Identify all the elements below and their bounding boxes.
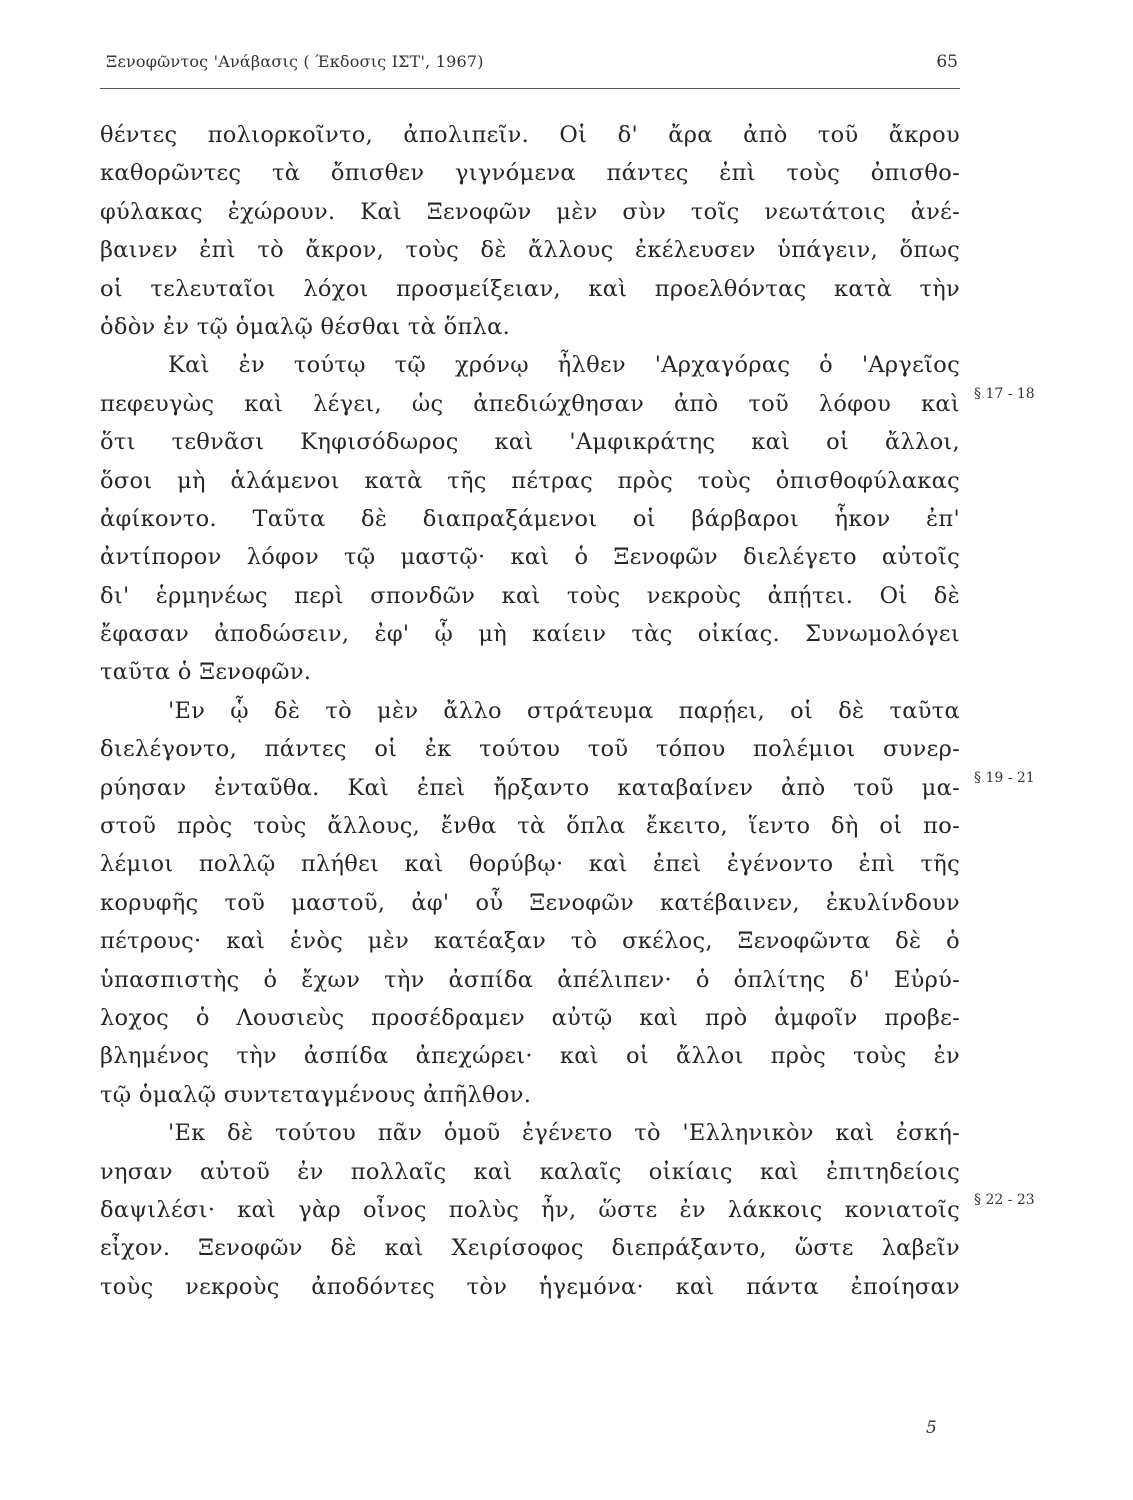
text-line: 'Εν ᾧ δὲ τὸ μὲν ἄλλο στράτευμα παρῄει, οἱ δὲ ταῦτα (168, 697, 960, 724)
text-line: διελέγοντο, πάντες οἱ ἐκ τούτου τοῦ τόπου πολέμιοι συνερ- (100, 736, 960, 763)
signature-mark: 5 (926, 1418, 937, 1438)
paragraph-3 (100, 692, 960, 1114)
text-line: νησαν αὐτοῦ ἐν πολλαῖς καὶ καλαῖς οἰκίαις καὶ ἐπιτηδείοις (100, 1158, 960, 1185)
text-line: ἀφίκοντο. Ταῦτα δὲ διαπραξάμενοι οἱ βάρβαροι ἧκον ἐπ' (100, 505, 960, 532)
text-line: Καὶ ἐν τούτῳ τῷ χρόνῳ ἦλθεν 'Αρχαγόρας ὁ 'Αργεῖος (168, 352, 960, 379)
text-line: ὁδὸν ἐν τῷ ὁμαλῷ θέσθαι τὰ ὅπλα. (100, 313, 511, 340)
text-line: 'Εκ δὲ τούτου πᾶν ὁμοῦ ἐγένετο τὸ 'Ελληνικὸν καὶ ἐσκή- (168, 1120, 960, 1147)
section-marker: § 17 - 18 (974, 386, 1035, 402)
text-line: λοχος ὁ Λουσιεὺς προσέδραμεν αὐτῷ καὶ πρὸ ἀμφοῖν προβε- (100, 1004, 960, 1031)
paragraph-2 (100, 346, 960, 692)
text-line: στοῦ πρὸς τοὺς ἄλλους, ἔνθα τὰ ὅπλα ἔκειτο, ἵεντο δὴ οἱ πο- (100, 813, 960, 840)
text-line: θέντες πολιορκοῖντο, ἀπολιπεῖν. Οἱ δ' ἄρα ἀπὸ τοῦ ἄκρου (100, 122, 960, 148)
text-line: πέτρους· καὶ ἑνὸς μὲν κατέαξαν τὸ σκέλος, Ξενοφῶντα δὲ ὁ (100, 928, 960, 955)
text-line: ταῦτα ὁ Ξενοφῶν. (100, 659, 312, 686)
section-marker: § 22 - 23 (974, 1192, 1035, 1208)
text-line: ὅσοι μὴ ἁλάμενοι κατὰ τῆς πέτρας πρὸς τοὺς ὀπισθοφύλακας (100, 467, 960, 494)
text-line: ἀντίπορον λόφον τῷ μαστῷ· καὶ ὁ Ξενοφῶν διελέγετο αὐτοῖς (100, 544, 960, 571)
text-line: ὅτι τεθνᾶσι Κηφισόδωρος καὶ 'Αμφικράτης καὶ οἱ ἄλλοι, (100, 429, 960, 456)
text-line: δαψιλέσι· καὶ γὰρ οἶνος πολὺς ἦν, ὥστε ἐν λάκκοις κονιατοῖς (100, 1196, 960, 1223)
text-line: πεφευγὼς καὶ λέγει, ὡς ἀπεδιώχθησαν ἀπὸ τοῦ λόφου καὶ (100, 390, 960, 417)
text-line: δι' ἑρμηνέως περὶ σπονδῶν καὶ τοὺς νεκροὺς ἀπῄτει. Οἱ δὲ (100, 582, 960, 609)
text-line: φύλακας ἐχώρουν. Καὶ Ξενοφῶν μὲν σὺν τοῖς νεωτάτοις ἀνέ- (100, 198, 960, 225)
page-header (100, 48, 960, 89)
text-line: οἱ τελευταῖοι λόχοι προσμείξειαν, καὶ προελθόντας κατὰ τὴν (100, 275, 960, 302)
text-line: ὑπασπιστὴς ὁ ἔχων τὴν ἀσπίδα ἀπέλιπεν· ὁ ὁπλίτης δ' Εὐρύ- (100, 966, 960, 993)
paragraph-4 (100, 1114, 960, 1306)
text-line: ἔφασαν ἀποδώσειν, ἐφ' ᾧ μὴ καίειν τὰς οἰκίας. Συνωμολόγει (100, 621, 960, 648)
text-line: κορυφῆς τοῦ μαστοῦ, ἀφ' οὗ Ξενοφῶν κατέβαινεν, ἐκυλίνδουν (100, 889, 960, 916)
text-line: ρύησαν ἐνταῦθα. Καὶ ἐπεὶ ἤρξαντο καταβαίνεν ἀπὸ τοῦ μα- (100, 774, 960, 801)
text-line: καθορῶντες τὰ ὄπισθεν γιγνόμενα πάντες ἐπὶ τοὺς ὀπισθο- (100, 160, 960, 187)
text-line: τῷ ὁμαλῷ συντεταγμένους ἀπῆλθον. (100, 1081, 532, 1108)
text-line: λέμιοι πολλῷ πλήθει καὶ θορύβῳ· καὶ ἐπεὶ ἐγένοντο ἐπὶ τῆς (100, 851, 960, 878)
page-number: 65 (936, 52, 958, 72)
paragraph-1 (100, 116, 960, 346)
section-marker: § 19 - 21 (974, 770, 1035, 786)
text-line: εἶχον. Ξενοφῶν δὲ καὶ Χειρίσοφος διεπράξαντο, ὥστε λαβεῖν (100, 1235, 960, 1262)
text-line: βαινεν ἐπὶ τὸ ἄκρον, τοὺς δὲ ἄλλους ἐκέλευσεν ὑπάγειν, ὅπως (100, 237, 960, 264)
text-line: βλημένος τὴν ἀσπίδα ἀπεχώρει· καὶ οἱ ἄλλοι πρὸς τοὺς ἐν (100, 1043, 960, 1070)
text-line: τοὺς νεκροὺς ἀποδόντες τὸν ἡγεμόνα· καὶ πάντα ἐποίησαν (100, 1273, 960, 1300)
running-head: Ξενοφῶντος 'Ανάβασις ( Έκδοσις ΙΣΤ', 1967) (106, 52, 484, 71)
body-text (100, 116, 960, 1306)
